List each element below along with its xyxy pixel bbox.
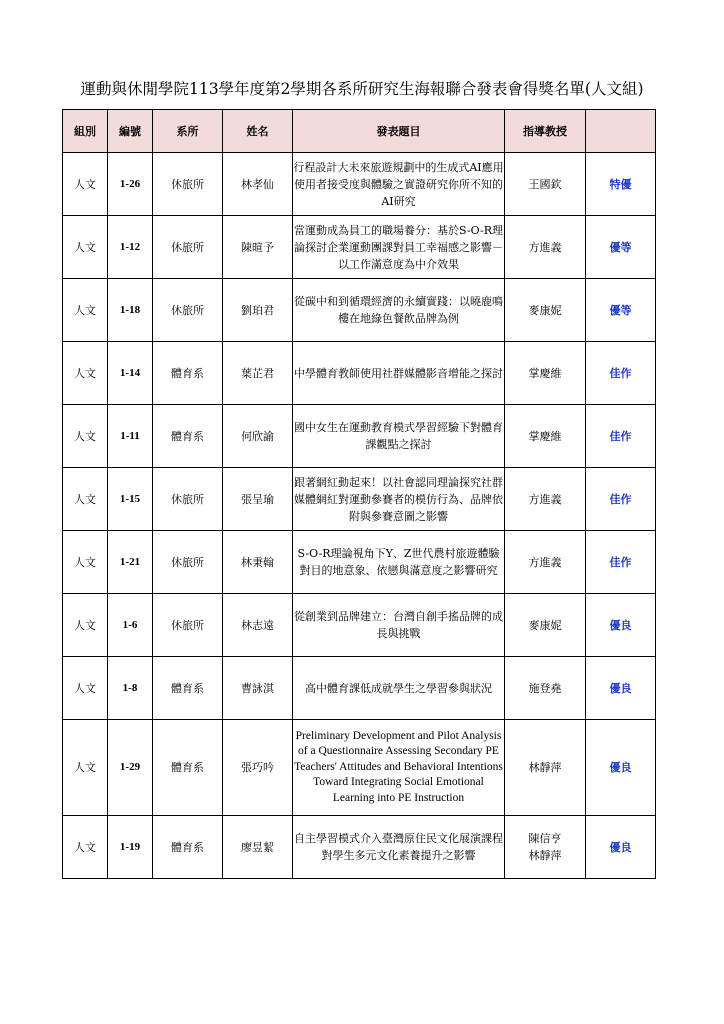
cell-dept: 體育系 [153, 342, 223, 405]
cell-topic: 高中體育課低成就學生之學習參與狀況 [293, 657, 505, 720]
cell-advisor [505, 720, 586, 816]
cell-group: 人文 [63, 531, 108, 594]
cell-id: 1-8 [108, 657, 153, 720]
cell-topic: 從碳中和到循環經濟的永續實踐：以曉鹿鳴樓在地綠色餐飲品牌為例 [293, 279, 505, 342]
cell-award: 佳作 [586, 342, 656, 405]
cell-award: 優良 [586, 594, 656, 657]
cell-group: 人文 [63, 342, 108, 405]
cell-advisor [505, 279, 586, 342]
header-name: 姓名 [223, 110, 293, 153]
cell-group: 人文 [63, 468, 108, 531]
cell-dept: 休旅所 [153, 279, 223, 342]
cell-award: 優等 [586, 279, 656, 342]
cell-name: 曹詠淇 [223, 657, 293, 720]
table-body [63, 153, 656, 879]
cell-group: 人文 [63, 594, 108, 657]
cell-advisor [505, 153, 586, 216]
cell-award: 佳作 [586, 531, 656, 594]
awards-table [62, 109, 656, 879]
cell-id: 1-14 [108, 342, 153, 405]
cell-dept: 休旅所 [153, 468, 223, 531]
page-title: 運動與休閒學院113學年度第2學期各系所研究生海報聯合發表會得獎名單(人文組) [80, 80, 644, 98]
table-row [63, 531, 656, 594]
cell-advisor [505, 468, 586, 531]
cell-award: 優良 [586, 720, 656, 816]
cell-name: 葉芷君 [223, 342, 293, 405]
cell-name: 林志遠 [223, 594, 293, 657]
header-group: 組別 [63, 110, 108, 153]
cell-advisor [505, 657, 586, 720]
advisor-name: 陳信亨 [528, 832, 562, 845]
advisor-name: 方進義 [528, 240, 562, 254]
header-award [586, 110, 656, 153]
cell-id: 1-15 [108, 468, 153, 531]
cell-advisor [505, 531, 586, 594]
cell-name: 廖昱絜 [223, 816, 293, 879]
table-row [63, 594, 656, 657]
cell-name: 劉珀君 [223, 279, 293, 342]
cell-dept: 休旅所 [153, 594, 223, 657]
cell-topic: 中學體育教師使用社群媒體影音增能之探討 [293, 342, 505, 405]
header-id: 編號 [108, 110, 153, 153]
cell-group: 人文 [63, 405, 108, 468]
table-row [63, 720, 656, 816]
cell-dept: 休旅所 [153, 531, 223, 594]
cell-name: 林孝仙 [223, 153, 293, 216]
cell-dept: 體育系 [153, 816, 223, 879]
table-row [63, 216, 656, 279]
table-row [63, 657, 656, 720]
cell-award: 佳作 [586, 405, 656, 468]
cell-dept: 體育系 [153, 657, 223, 720]
table-row [63, 468, 656, 531]
cell-topic: 國中女生在運動教育模式學習經驗下對體育課觀點之探討 [293, 405, 505, 468]
cell-advisor [505, 816, 586, 879]
table-row [63, 153, 656, 216]
cell-topic: 跟著網紅動起來！以社會認同理論探究社群媒體網紅對運動參賽者的模仿行為、品牌依附與參賽意圖之影響 [293, 468, 505, 531]
cell-id: 1-11 [108, 405, 153, 468]
advisor-name: 王國欽 [528, 177, 562, 191]
header-dept: 系所 [153, 110, 223, 153]
cell-award: 優良 [586, 816, 656, 879]
advisor-name: 林靜萍 [528, 849, 562, 862]
advisor-name: 方進義 [528, 492, 562, 506]
cell-topic: S-O-R理論視角下Y、Z世代農村旅遊體驗對目的地意象、依戀與滿意度之影響研究 [293, 531, 505, 594]
cell-id: 1-12 [108, 216, 153, 279]
cell-advisor [505, 594, 586, 657]
cell-id: 1-6 [108, 594, 153, 657]
cell-group: 人文 [63, 657, 108, 720]
advisor-name: 掌慶維 [528, 366, 562, 380]
cell-dept: 體育系 [153, 405, 223, 468]
header-topic: 發表題目 [293, 110, 505, 153]
cell-group: 人文 [63, 720, 108, 816]
cell-group: 人文 [63, 279, 108, 342]
cell-group: 人文 [63, 216, 108, 279]
cell-dept: 體育系 [153, 720, 223, 816]
cell-id: 1-26 [108, 153, 153, 216]
cell-name: 陳暄予 [223, 216, 293, 279]
cell-award: 佳作 [586, 468, 656, 531]
table-header-row [63, 110, 656, 153]
cell-group: 人文 [63, 153, 108, 216]
cell-topic: 行程設計大未來旅遊規劃中的生成式AI應用使用者接受度與體驗之實證研究你所不知的AI研究 [293, 153, 505, 216]
cell-award: 優良 [586, 657, 656, 720]
advisor-name: 麥康妮 [528, 303, 562, 317]
cell-id: 1-21 [108, 531, 153, 594]
cell-name: 林秉翰 [223, 531, 293, 594]
table-row [63, 405, 656, 468]
cell-advisor [505, 216, 586, 279]
advisor-name: 方進義 [528, 555, 562, 569]
cell-award: 優等 [586, 216, 656, 279]
cell-dept: 休旅所 [153, 216, 223, 279]
cell-advisor [505, 405, 586, 468]
advisor-name: 掌慶維 [528, 429, 562, 443]
cell-id: 1-18 [108, 279, 153, 342]
cell-id: 1-29 [108, 720, 153, 816]
cell-group: 人文 [63, 816, 108, 879]
header-advisor: 指導教授 [505, 110, 586, 153]
advisor-name: 施登堯 [528, 681, 562, 695]
table-row [63, 279, 656, 342]
cell-topic: 當運動成為員工的職場養分：基於S-O-R理論探討企業運動團課對員工幸福感之影響－以工作滿意度為中介效果 [293, 216, 505, 279]
cell-topic: Preliminary Development and Pilot Analysis of a Questionnaire Assessing Secondary PE Teachers' Attitudes and Behavioral Intentions Toward Integrating Social Emotional Learning into PE Instruction [293, 720, 505, 816]
cell-dept: 休旅所 [153, 153, 223, 216]
cell-name: 何欣諭 [223, 405, 293, 468]
table-row [63, 342, 656, 405]
cell-award: 特優 [586, 153, 656, 216]
advisor-name: 林靜萍 [528, 761, 562, 774]
cell-topic: 從創業到品牌建立：台灣自創手搖品牌的成長與挑戰 [293, 594, 505, 657]
cell-name: 張巧吟 [223, 720, 293, 816]
cell-name: 張呈瑜 [223, 468, 293, 531]
advisor-name: 麥康妮 [528, 618, 562, 632]
cell-id: 1-19 [108, 816, 153, 879]
table-row [63, 816, 656, 879]
cell-advisor [505, 342, 586, 405]
cell-topic: 自主學習模式介入臺灣原住民文化展演課程對學生多元文化素養提升之影響 [293, 816, 505, 879]
